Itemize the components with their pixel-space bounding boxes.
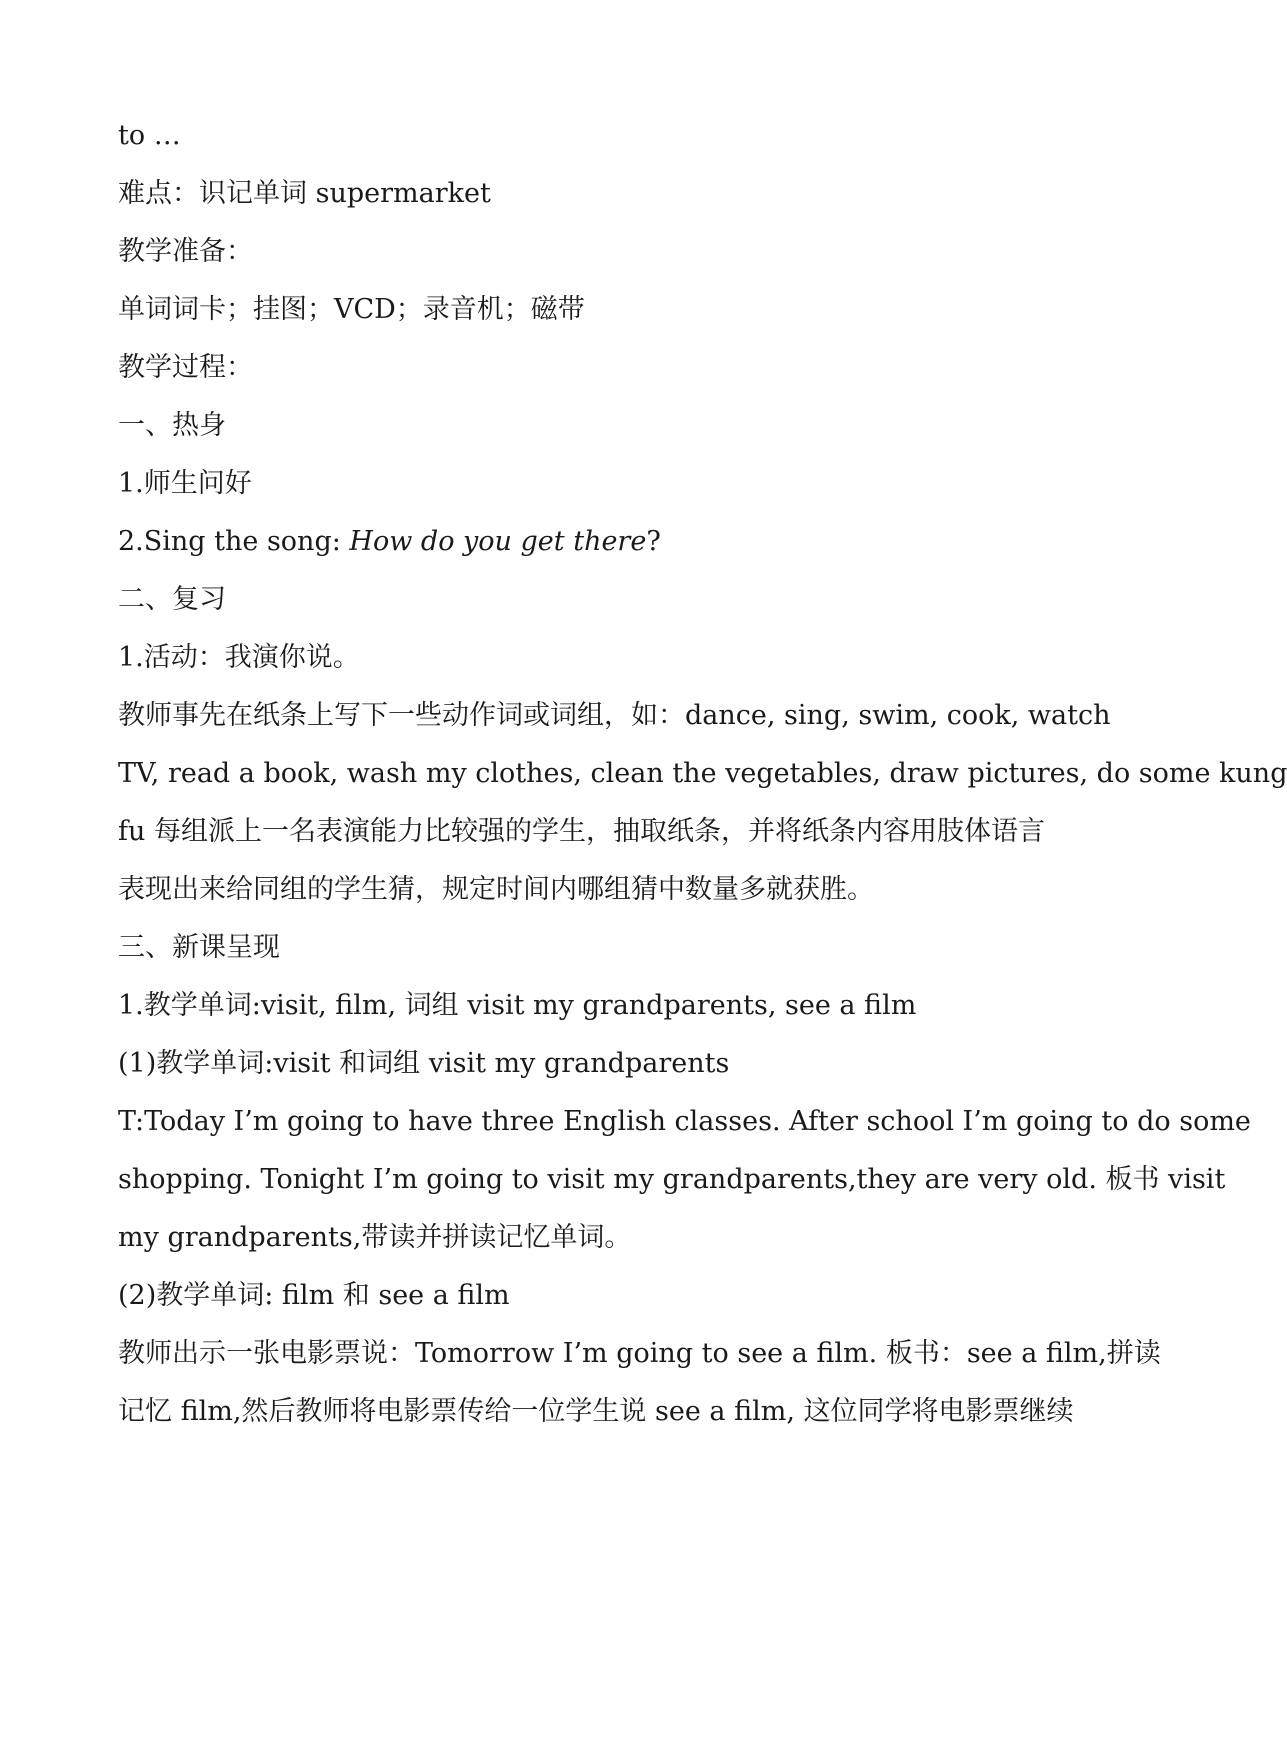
song-line <box>118 522 1128 562</box>
text-line: T:Today I’m going to have three English classes. After school I’m going to do some <box>118 1106 1251 1137</box>
song-prefix: 2.Sing the song: <box>118 526 350 557</box>
text-line: 教学准备： <box>118 236 253 267</box>
text-line: to … <box>118 120 181 151</box>
text-line: 难点：识记单词 supermarket <box>118 178 491 209</box>
text-line: my grandparents,带读并拼读记忆单词。 <box>118 1222 632 1253</box>
text-line: 教学过程： <box>118 352 253 383</box>
song-suffix: ? <box>646 526 661 557</box>
section-heading: 二、复习 <box>118 584 226 615</box>
text-line: 教师出示一张电影票说：Tomorrow I’m going to see a film. 板书：see a film,拼读 <box>118 1338 1161 1369</box>
text-line: (1)教学单词:visit 和词组 visit my grandparents <box>118 1048 730 1079</box>
text-line: 1.活动：我演你说。 <box>118 642 360 673</box>
text-line: (2)教学单词: film 和 see a film <box>118 1280 510 1311</box>
section-heading: 三、新课呈现 <box>118 932 280 963</box>
text-line: 1.师生问好 <box>118 468 252 499</box>
text-line: 单词词卡；挂图；VCD；录音机；磁带 <box>118 294 585 325</box>
song-title: How do you get there <box>349 526 647 557</box>
text-line: 记忆 film,然后教师将电影票传给一位学生说 see a film, 这位同学将电影票继续 <box>118 1396 1074 1427</box>
text-line: 教师事先在纸条上写下一些动作词或词组，如：dance, sing, swim, cook, watch <box>118 700 1111 731</box>
text-line: fu 每组派上一名表演能力比较强的学生，抽取纸条，并将纸条内容用肢体语言 <box>118 816 1045 847</box>
section-heading: 一、热身 <box>118 410 226 441</box>
text-line: shopping. Tonight I’m going to visit my grandparents,they are very old. 板书 visit <box>118 1164 1226 1195</box>
text-line: 1.教学单词:visit, film, 词组 visit my grandparents, see a film <box>118 990 917 1021</box>
text-line: TV, read a book, wash my clothes, clean the vegetables, draw pictures, do some kung <box>118 758 1287 789</box>
text-line: 表现出来给同组的学生猜，规定时间内哪组猜中数量多就获胜。 <box>118 874 874 905</box>
